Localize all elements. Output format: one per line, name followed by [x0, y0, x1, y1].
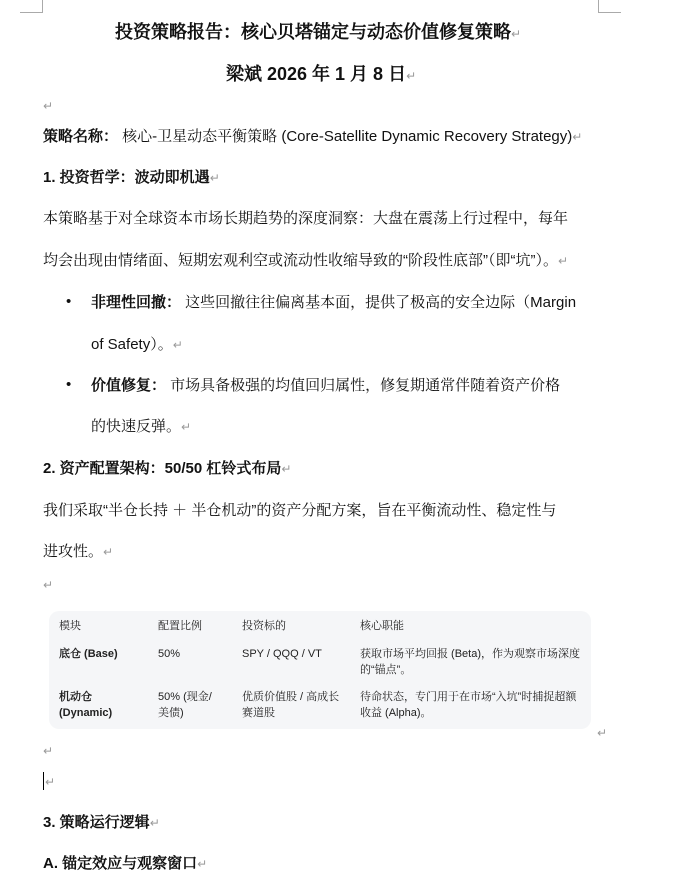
table-cell: 优质价值股 / 高成长赛道股 [242, 691, 340, 719]
paragraph-mark: ↵ [597, 726, 608, 740]
bullet-item: 非理性回撤： 这些回撤往往偏离基本面，提供了极高的安全边际（Margin [91, 294, 577, 311]
section2-para-line: 进攻性。↵ [43, 543, 114, 560]
doc-title: 投资策略报告：核心贝塔锚定与动态价值修复策略↵ [115, 22, 522, 42]
table-header: 投资标的 [242, 620, 286, 632]
empty-paragraph: ↵ [45, 775, 56, 789]
table-cell: SPY / QQQ / VT [242, 648, 322, 660]
allocation-table-image [49, 611, 591, 729]
table-header: 模块 [59, 620, 81, 632]
section1-para-line: 本策略基于对全球资本市场长期趋势的深度洞察：大盘在震荡上行过程中，每年 [43, 210, 569, 227]
crop-mark-left [20, 0, 43, 13]
empty-paragraph: ↵ [43, 744, 54, 758]
table-cell: 50% [158, 648, 181, 660]
section3-subheading: A. 锚定效应与观察窗口↵ [43, 855, 208, 872]
bullet-item: 价值修复： 市场具备极强的均值回归属性，修复期通常伴随着资产价格 [91, 377, 561, 394]
table-cell: 获取市场平均回报 (Beta)，作为观察市场深度的“锚点”。 [360, 648, 581, 676]
bullet-item-cont: 的快速反弹。↵ [91, 418, 192, 435]
strategy-name: 策略名称： 核心-卫星动态平衡策略 (Core-Satellite Dynamic Recovery Strategy)↵ [43, 128, 583, 145]
author-date: 梁斌 2026 年 1 月 8 日↵ [226, 64, 417, 84]
bullet-item-cont: of Safety）。↵ [91, 336, 183, 353]
section3-heading: 3. 策略运行逻辑↵ [43, 814, 160, 831]
empty-paragraph: ↵ [43, 578, 54, 592]
table-header: 配置比例 [158, 620, 202, 632]
bullet-icon: • [66, 293, 72, 310]
text-cursor [43, 772, 44, 790]
table-cell: 待命状态，专门用于在市场“入坑”时捕捉超额收益 (Alpha)。 [360, 691, 577, 719]
table-cell: 50% (现金/美债) [158, 691, 212, 719]
table-cell: 底仓 (Base) [59, 648, 118, 660]
bullet-icon: • [66, 376, 72, 393]
table-header: 核心职能 [360, 620, 404, 632]
crop-mark-right [598, 0, 621, 13]
table-cell: 机动仓 (Dynamic) [59, 691, 113, 719]
section2-heading: 2. 资产配置架构：50/50 杠铃式布局↵ [43, 460, 292, 477]
empty-paragraph: ↵ [43, 99, 54, 113]
section1-heading: 1. 投资哲学：波动即机遇↵ [43, 169, 220, 186]
section2-para-line: 我们采取“半仓长持 ＋ 半仓机动”的资产分配方案，旨在平衡流动性、稳定性与 [43, 502, 557, 519]
section1-para-line: 均会出现由情绪面、短期宏观利空或流动性收缩导致的“阶段性底部”（即“坑”）。↵ [43, 252, 569, 269]
